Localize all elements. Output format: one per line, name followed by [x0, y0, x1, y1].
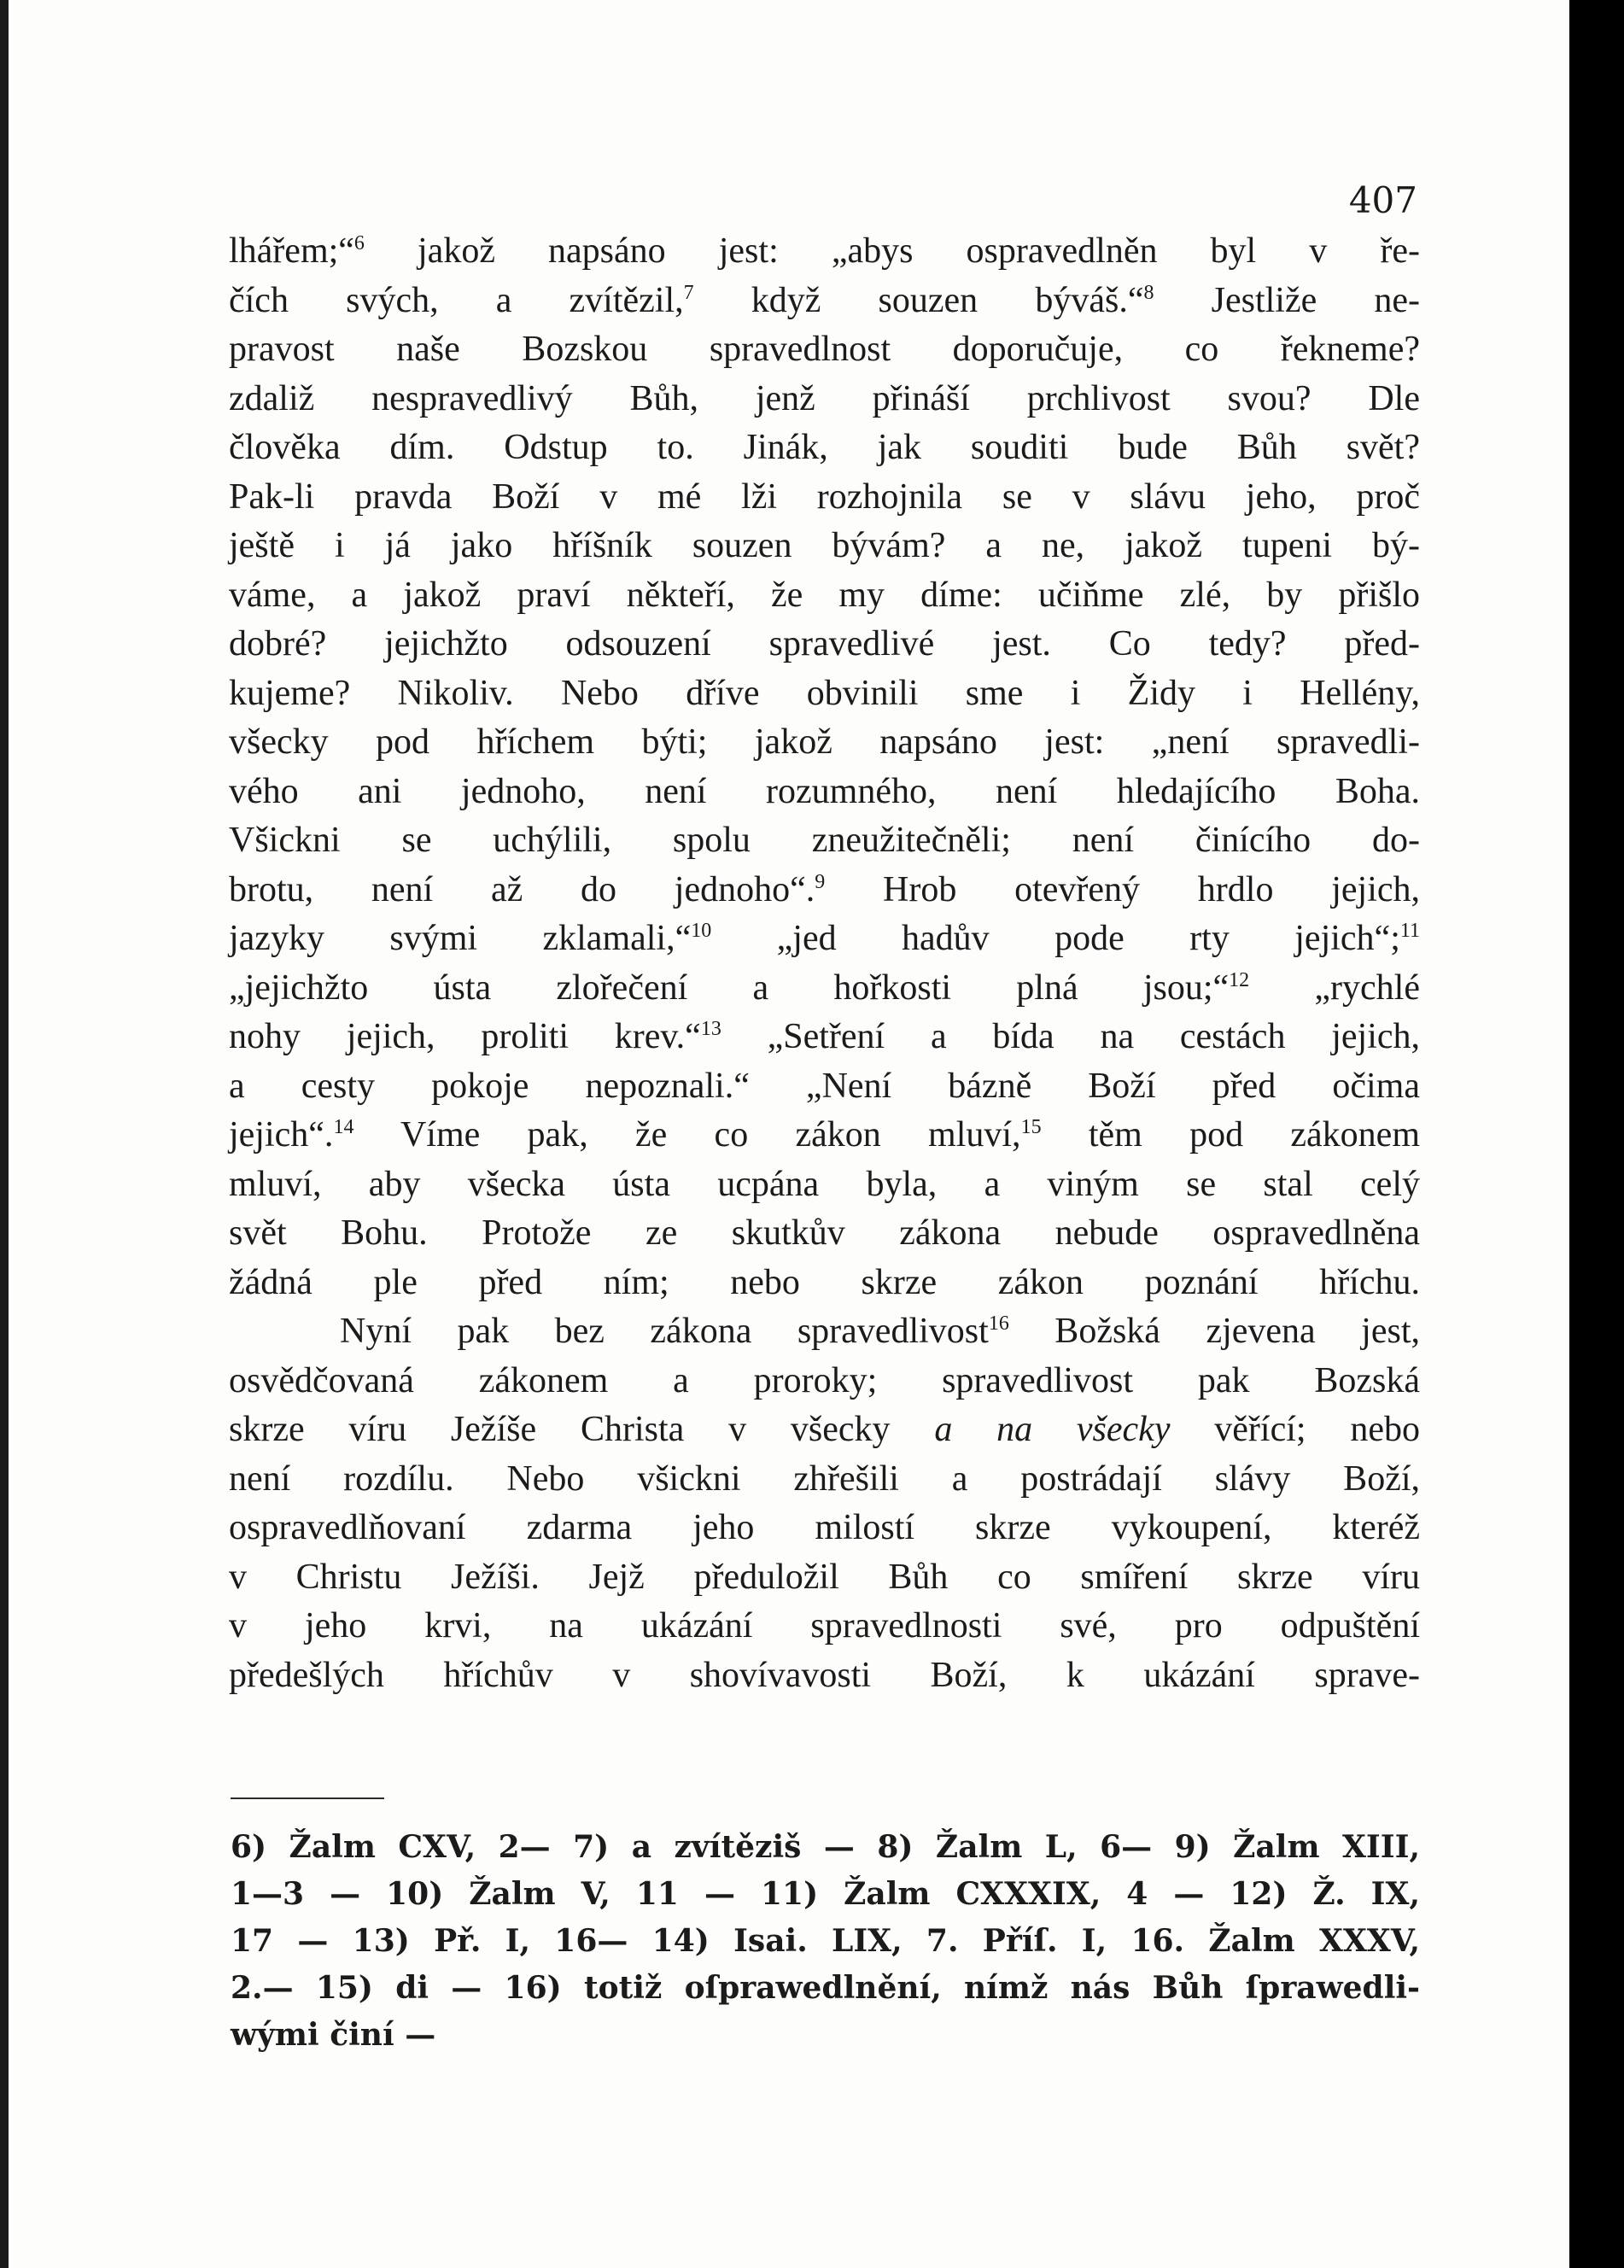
text-run: Božská zjevena jest, [1008, 1312, 1421, 1351]
text-run: Víme pak, že co zákon mluví, [353, 1115, 1021, 1154]
text-line [229, 915, 1420, 964]
text-run: „jed hadův pode rty jejich“; [711, 919, 1400, 958]
text-run: „rychlé [1249, 967, 1420, 1008]
text-run: osvědčovaná zákonem a proroky; spravedlivost pak Bozská [229, 1360, 1420, 1400]
text-run: ospravedlňovaní zdarma jeho milostí skrze vykoupení, kteréž [229, 1508, 1420, 1547]
text-line [229, 1406, 1420, 1455]
text-line [229, 620, 1420, 669]
text-run: čích svých, a zvítězil, [229, 280, 684, 320]
page-number: 407 [1348, 179, 1417, 221]
text-line [229, 522, 1420, 571]
text-run: v Christu Ježíši. Jejž předuložil Bůh co smíření skrze víru [229, 1557, 1420, 1597]
footnote-rule [231, 1797, 384, 1799]
text-line [229, 1602, 1420, 1651]
text-run: váme, a jakož praví někteří, že my díme: učiňme zlé, by přišlo [229, 575, 1420, 615]
footnote-ref: 16 [988, 1312, 1009, 1335]
text-run: člověka dím. Odstup to. Jinák, jak souditi bude Bůh svět? [229, 428, 1420, 467]
text-run: Jestliže ne- [1154, 280, 1421, 320]
text-line [229, 816, 1420, 866]
text-run: kujeme? Nikoliv. Nebo dříve obvinili sme i Židy i Hellény, [229, 673, 1420, 713]
text-line [229, 669, 1420, 719]
text-run: předešlých hříchův v shovívavosti Boží, k ukázání sprave- [229, 1655, 1420, 1695]
italic-text: a na všecky [934, 1410, 1171, 1449]
text-line [229, 571, 1420, 621]
text-run: dobré? jejichžto odsouzení spravedlivé jest. Co tedy? před- [229, 624, 1420, 663]
footnote-line: 2.— 15) di — 16) totiž oſprawedlnění, nímž nás Bůh ſprawedli- [231, 1970, 1420, 2006]
text-run: a cesty pokoje nepoznali.“ „Není bázně Boží před očima [229, 1066, 1420, 1106]
text-run: nohy jejich, proliti krev.“ [229, 1017, 701, 1056]
page-edge [0, 0, 9, 2268]
text-line [229, 1209, 1420, 1259]
text-run: jazyky svými zklamali,“ [229, 919, 692, 958]
text-line [229, 964, 1420, 1014]
text-run: jejich“. [229, 1115, 334, 1154]
text-line [229, 1651, 1420, 1701]
text-line [229, 1111, 1420, 1160]
footnote-ref: 6 [353, 232, 365, 254]
text-line [229, 1062, 1420, 1112]
text-run: skrze víru Ježíše Christa v všecky [229, 1410, 935, 1449]
text-line [229, 718, 1420, 768]
text-run: brotu, není až do jednoho“. [229, 869, 815, 909]
footnote-ref: 9 [815, 870, 826, 893]
footnote-ref: 10 [691, 920, 712, 942]
text-run: žádná ple před ním; nebo skrze zákon poznání hříchu. [229, 1262, 1420, 1302]
text-line [229, 1553, 1420, 1603]
text-line [229, 227, 1420, 277]
footnote-line: wými činí — [231, 2017, 436, 2053]
text-line [229, 1357, 1420, 1406]
text-line [229, 1013, 1420, 1062]
text-run: pravost naše Bozskou spravedlnost doporučuje, co řekneme? [229, 330, 1420, 369]
text-run: když souzen býváš.“ [693, 280, 1144, 320]
footnote-line: 6) Žalm CXV, 2— 7) a zvítěziš — 8) Žalm L, 6— 9) Žalm XIII, [231, 1829, 1420, 1865]
text-run: zdaliž nespravedlivý Bůh, jenž přináší prchlivost svou? Dle [229, 378, 1420, 418]
text-line [229, 768, 1420, 817]
footnote-ref: 14 [333, 1116, 354, 1138]
footnote-ref: 7 [683, 281, 694, 304]
text-line [229, 1160, 1420, 1210]
footnote-ref: 13 [700, 1018, 721, 1040]
text-run: „Setření a bída na cestách jejich, [721, 1017, 1420, 1056]
footnote-ref: 8 [1143, 281, 1154, 304]
text-line [229, 1259, 1420, 1308]
text-line [229, 1307, 1420, 1357]
text-run: svět Bohu. Protože ze skutkův zákona nebude ospravedlněna [229, 1213, 1420, 1253]
footnote-ref: 15 [1020, 1116, 1042, 1138]
text-run: Nyní pak bez zákona spravedlivost [340, 1312, 989, 1351]
text-line [229, 1455, 1420, 1505]
text-run: těm pod zákonem [1041, 1115, 1420, 1154]
text-run: mluví, aby všecka ústa ucpána byla, a viným se stal celý [229, 1164, 1420, 1204]
text-line [229, 375, 1420, 424]
text-run: lhářem;“ [229, 231, 354, 271]
body-text [229, 227, 1420, 1700]
text-run: není rozdílu. Nebo všickni zhřešili a postrádají slávy Boží, [229, 1458, 1420, 1499]
text-run: všecky pod hříchem býti; jakož napsáno jest: „není spravedli- [229, 722, 1420, 762]
text-line [229, 1504, 1420, 1553]
text-run: vého ani jednoho, není rozumného, není hledajícího Boha. [229, 771, 1420, 811]
text-line [229, 277, 1420, 326]
text-line [229, 424, 1420, 473]
text-run: Hrob otevřený hrdlo jejich, [825, 869, 1420, 909]
footnote-ref: 11 [1399, 920, 1420, 942]
text-line [229, 473, 1420, 523]
footnote-ref: 12 [1229, 968, 1250, 991]
text-run: v jeho krvi, na ukázání spravedlnosti své, pro odpuštění [229, 1606, 1420, 1645]
footnote-line: 17 — 13) Př. I, 16— 14) Isai. LIX, 7. Příſ. I, 16. Žalm XXXV, [231, 1923, 1420, 1959]
footnotes [231, 1824, 1420, 2059]
footnote-line: 1—3 — 10) Žalm V, 11 — 11) Žalm CXXXIX, 4 — 12) Ž. IX, [231, 1876, 1420, 1912]
text-run: věřící; nebo [1170, 1410, 1420, 1449]
text-run: Všickni se uchýlili, spolu zneužitečněli; není činícího do- [229, 821, 1420, 860]
text-line [229, 866, 1420, 915]
text-run: ještě i já jako hříšník souzen bývám? a ne, jakož tupeni bý- [229, 526, 1420, 565]
text-run: jakož napsáno jest: „abys ospravedlněn byl v ře- [364, 231, 1420, 271]
text-line [229, 325, 1420, 375]
text-run: „jejichžto ústa zlořečení a hořkosti plná jsou;“ [229, 967, 1230, 1008]
text-run: Pak-li pravda Boží v mé lži rozhojnila se v slávu jeho, proč [229, 476, 1420, 517]
